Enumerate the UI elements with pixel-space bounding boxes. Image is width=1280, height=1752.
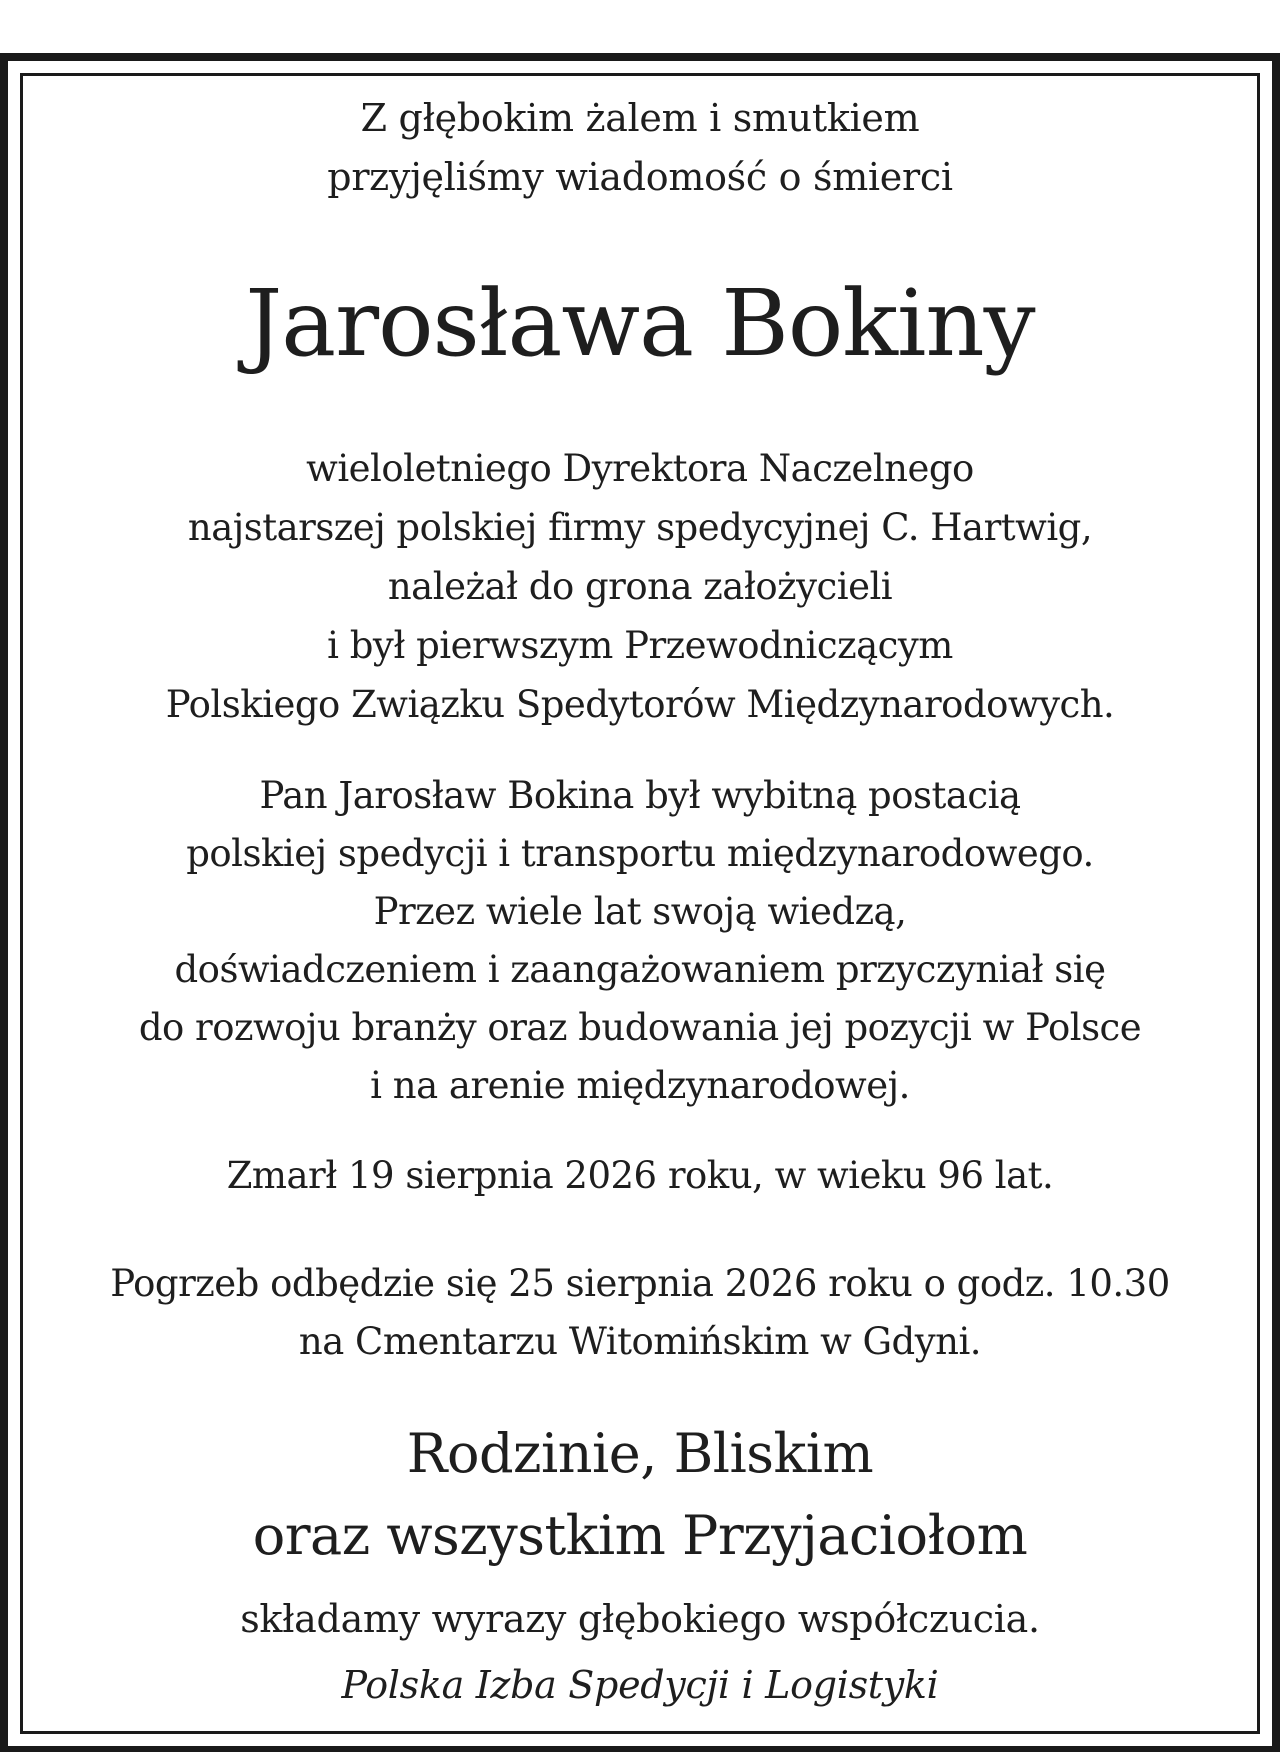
- description-line-1: wieloletniego Dyrektora Naczelnego: [306, 447, 974, 490]
- signature: Polska Izba Spedycji i Logistyki: [341, 1663, 939, 1707]
- intro-line-1: Z głębokim żalem i smutkiem: [360, 96, 920, 140]
- tribute-line-2: polskiej spedycji i transportu międzynarodowego.: [186, 832, 1094, 875]
- tribute-line-4: doświadczeniem i zaangażowaniem przyczyniał się: [174, 948, 1106, 991]
- intro-line-2: przyjęliśmy wiadomość o śmierci: [327, 155, 953, 199]
- funeral-line-1: Pogrzeb odbędzie się 25 sierpnia 2026 roku o godz. 10.30: [110, 1262, 1170, 1305]
- deceased-name: Jarosława Bokiny: [245, 270, 1035, 377]
- tribute-line-3: Przez wiele lat swoją wiedzą,: [373, 890, 907, 933]
- description-line-5: Polskiego Związku Spedytorów Międzynarodowych.: [165, 683, 1115, 726]
- description-line-3: należał do grona założycieli: [387, 565, 893, 608]
- funeral-line-2: na Cmentarzu Witomińskim w Gdyni.: [298, 1320, 982, 1363]
- death-date: Zmarł 19 sierpnia 2026 roku, w wieku 96 lat.: [226, 1154, 1054, 1197]
- condolences-line-1: Rodzinie, Bliskim: [406, 1422, 874, 1485]
- tribute-line-5: do rozwoju branży oraz budowania jej pozycji w Polsce: [138, 1006, 1142, 1049]
- description-line-4: i był pierwszym Przewodniczącym: [327, 624, 953, 667]
- description-line-2: najstarszej polskiej firmy spedycyjnej C. Hartwig,: [187, 506, 1093, 549]
- tribute-line-1: Pan Jarosław Bokina był wybitną postacią: [259, 774, 1021, 817]
- tribute-line-6: i na arenie międzynarodowej.: [370, 1064, 910, 1107]
- condolences-line-3: składamy wyrazy głębokiego współczucia.: [240, 1597, 1040, 1641]
- condolences-line-2: oraz wszystkim Przyjaciołom: [252, 1504, 1028, 1567]
